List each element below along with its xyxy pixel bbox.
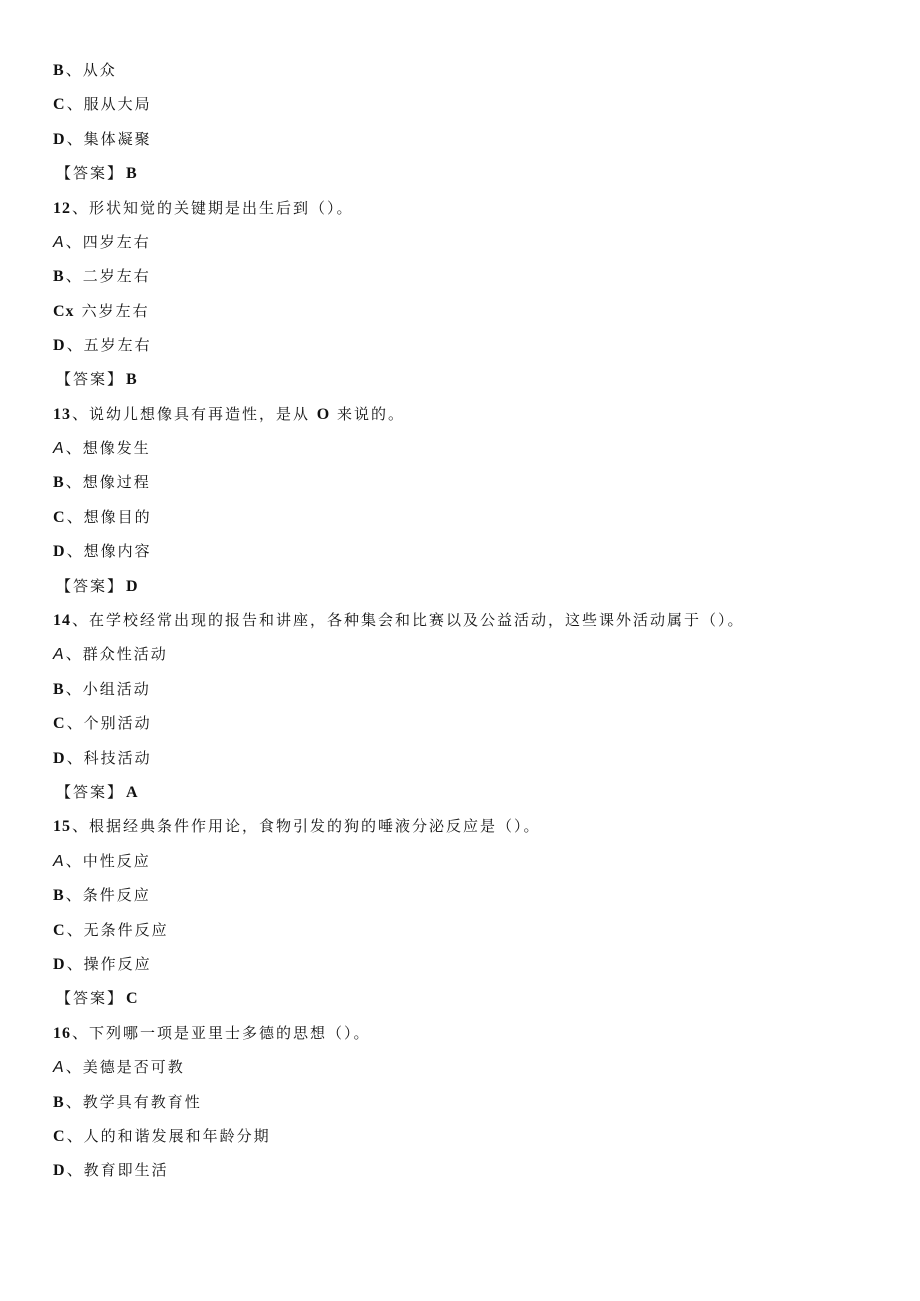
question-line [53,404,405,425]
option-letter: B [53,887,65,904]
separator: 、 [66,748,84,767]
option-letter: B [53,268,65,285]
option-text: 科技活动 [83,749,152,767]
option-text: 人的和谐发展和年龄分期 [83,1127,271,1145]
option-text: 五岁左右 [83,336,152,354]
separator: 、 [66,1126,84,1145]
separator: 、 [66,954,84,973]
separator: 、 [65,266,83,285]
option-letter: C [53,715,66,732]
option-text: 服从大局 [83,95,152,113]
answer-label: 【答案】 [56,783,125,801]
option-text: 想像目的 [83,508,152,526]
option-text: 想像内容 [83,542,152,560]
option-line [53,94,152,115]
option-text: 想像过程 [82,473,151,491]
question-line [53,1023,371,1044]
answer-key: B [126,165,138,182]
option-letter: D [53,956,66,973]
option-text: 从众 [82,61,117,79]
separator: 、 [65,851,83,870]
option-line [53,232,151,253]
question-text-part: 来说的。 [330,405,406,423]
answer-key: A [126,784,139,801]
question-line [53,198,354,219]
option-line [53,335,152,356]
option-text: 群众性活动 [82,645,168,663]
separator: 、 [66,94,84,113]
option-letter: C [53,96,66,113]
option-letter: C [53,509,66,526]
separator: 、 [72,1023,90,1042]
option-letter: A [53,234,65,251]
option-line [53,748,152,769]
option-letter: A [53,440,65,457]
option-line [53,644,168,665]
separator: 、 [66,541,84,560]
answer-line [56,782,139,803]
option-text: 条件反应 [82,886,151,904]
option-letter: D [53,337,66,354]
option-text: 美德是否可教 [82,1058,185,1076]
option-letter: B [53,681,65,698]
answer-label: 【答案】 [56,577,125,595]
option-letter: C [53,1128,66,1145]
option-line [53,954,152,975]
separator: 、 [65,885,83,904]
separator: 、 [72,404,90,423]
answer-line [56,369,138,390]
separator: 、 [65,644,83,663]
option-letter: D [53,750,66,767]
separator: 、 [65,232,83,251]
separator: 、 [65,1092,83,1111]
option-letter: B [53,62,65,79]
option-text: 个别活动 [83,714,152,732]
question-number: 14 [53,612,71,629]
option-line [53,129,152,150]
question-text: 形状知觉的关键期是出生后到（）。 [89,199,354,217]
separator: 、 [72,816,90,835]
question-text: 在学校经常出现的报告和讲座，各种集会和比赛以及公益活动，这些课外活动属于（）。 [89,611,745,629]
question-number: 12 [53,200,71,217]
answer-label: 【答案】 [56,370,125,388]
question-text: 根据经典条件作用论，食物引发的狗的唾液分泌反应是（）。 [89,817,541,835]
answer-line [56,988,139,1009]
separator: 、 [65,1057,83,1076]
option-line [53,679,151,700]
option-line [53,266,151,287]
option-letter: B [53,1094,65,1111]
question-number: 16 [53,1025,71,1042]
option-letter: A [53,646,65,663]
answer-key: B [126,371,138,388]
option-line [53,541,152,562]
separator: 、 [66,129,84,148]
answer-key: D [126,578,139,595]
option-text: 集体凝聚 [83,130,152,148]
question-text-part: 说幼儿想像具有再造性，是从 [89,405,317,423]
answer-line [56,576,139,597]
separator: 、 [66,1160,84,1179]
option-letter: B [53,474,65,491]
separator: 、 [65,60,83,79]
answer-key: C [126,990,139,1007]
option-line [53,851,151,872]
answer-line [56,163,138,184]
option-line [53,60,117,81]
separator: 、 [72,610,90,629]
option-letter: D [53,131,66,148]
separator: 、 [65,438,83,457]
separator: 、 [66,920,84,939]
question-number: 13 [53,406,71,423]
answer-label: 【答案】 [56,164,125,182]
separator: 、 [65,472,83,491]
option-line [53,1057,185,1078]
option-line [53,438,151,459]
question-text: 下列哪一项是亚里士多德的思想（）。 [89,1024,371,1042]
separator: 、 [66,507,84,526]
option-line [53,1126,271,1147]
separator: 、 [65,679,83,698]
option-line [53,1160,169,1181]
option-letter: A [53,1059,65,1076]
answer-label: 【答案】 [56,989,125,1007]
option-line [53,885,151,906]
option-text: 二岁左右 [82,267,151,285]
option-line [53,713,152,734]
option-text: 教学具有教育性 [82,1093,202,1111]
option-line [53,1092,202,1113]
option-text: 教育即生活 [83,1161,169,1179]
option-text: 四岁左右 [82,233,151,251]
separator: 、 [66,335,84,354]
option-letter: D [53,1162,66,1179]
separator: 、 [66,713,84,732]
question-line [53,610,745,631]
option-line [53,507,152,528]
option-line [53,472,151,493]
option-text: 小组活动 [82,680,151,698]
option-letter: C [53,922,66,939]
question-mark-symbol: O [316,406,331,423]
option-text: 无条件反应 [83,921,169,939]
question-number: 15 [53,818,71,835]
option-line [53,301,150,322]
option-letter: D [53,543,66,560]
question-line [53,816,541,837]
option-line [53,920,169,941]
option-letter: A [53,853,65,870]
option-letter: Cx [53,303,75,320]
option-text: 操作反应 [83,955,152,973]
separator: 、 [72,198,90,217]
option-text: 中性反应 [82,852,151,870]
option-text: 六岁左右 [81,302,150,320]
option-text: 想像发生 [82,439,151,457]
